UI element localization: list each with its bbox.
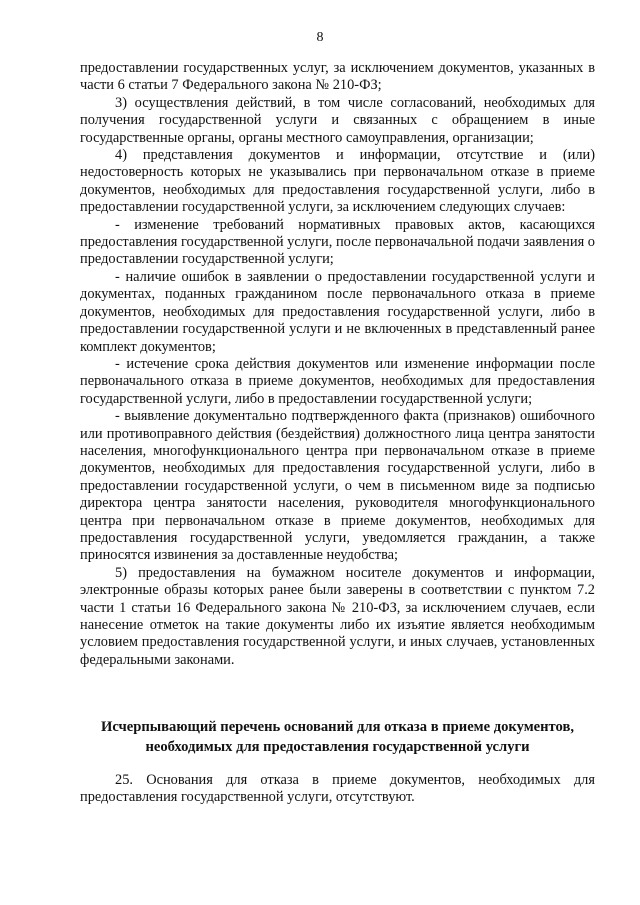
paragraph: 25. Основания для отказа в приеме документов, необходимых для предоставления государственной услуги, отсутствуют.: [80, 772, 595, 806]
document-body: [80, 60, 595, 669]
paragraph: 4) представления документов и информации, отсутствие и (или) недостоверность которых не указывались при первоначальном отказе в приеме документов, необходимых для предоставления государственной услуги, либо в предоставлении государственной услуги, за исключением следующих случаев:: [80, 147, 595, 216]
heading-line-2: необходимых для предоставления государственной услуги: [145, 739, 530, 755]
paragraph: 5) предоставления на бумажном носителе документов и информации, электронные образы которых ранее были заверены в соответствии с пунктом 7.2 части 1 статьи 16 Федерального закона № 210-ФЗ, за исключением случаев, если нанесение отметок на такие документы либо их изъятие является необходимым условием предоставления государственной услуги, и иных случаев, установленных федеральными законами.: [80, 564, 595, 668]
heading-line-1: Исчерпывающий перечень оснований для отказа в приеме документов,: [101, 719, 574, 735]
paragraph: 3) осуществления действий, в том числе согласований, необходимых для получения государственной услуги и связанных с обращением в иные государственные органы, органы местного самоуправления, организации;: [80, 94, 595, 146]
list-item: - наличие ошибок в заявлении о предоставлении государственной услуги и документах, поданных гражданином после первоначального отказа в приеме документов, необходимых для предоставления государственной услуги, либо в предоставлении государственной услуги и не включенных в представленный ранее комплект документов;: [80, 268, 595, 355]
list-item: - изменение требований нормативных правовых актов, касающихся предоставления государственной услуги, после первоначальной подачи заявления о предоставлении государственной услуги;: [80, 216, 595, 268]
paragraph: предоставлении государственных услуг, за исключением документов, указанных в части 6 статьи 7 Федерального закона № 210-ФЗ;: [80, 60, 595, 94]
section-heading: [80, 717, 595, 757]
list-item: - выявление документально подтвержденного факта (признаков) ошибочного или противоправного действия (бездействия) должностного лица центра занятости населения, многофункционального центра при первоначальном отказе в приеме документов, необходимых для предоставления государственной услуги, либо в предоставлении государственной услуги, о чем в письменном виде за подписью директора центра занятости населения, руководителя многофункционального центра при первоначальном отказе в приеме документов, необходимых для предоставления государственной услуги, уведомляется гражданин, а также приносятся извинения за доставленные неудобства;: [80, 408, 595, 564]
final-section: [80, 772, 595, 807]
page-number: 8: [316, 30, 324, 45]
list-item: - истечение срока действия документов или изменение информации после первоначального отказа в приеме документов, необходимых для предоставления государственной услуги, либо в предоставлении государственной услуги;: [80, 355, 595, 407]
